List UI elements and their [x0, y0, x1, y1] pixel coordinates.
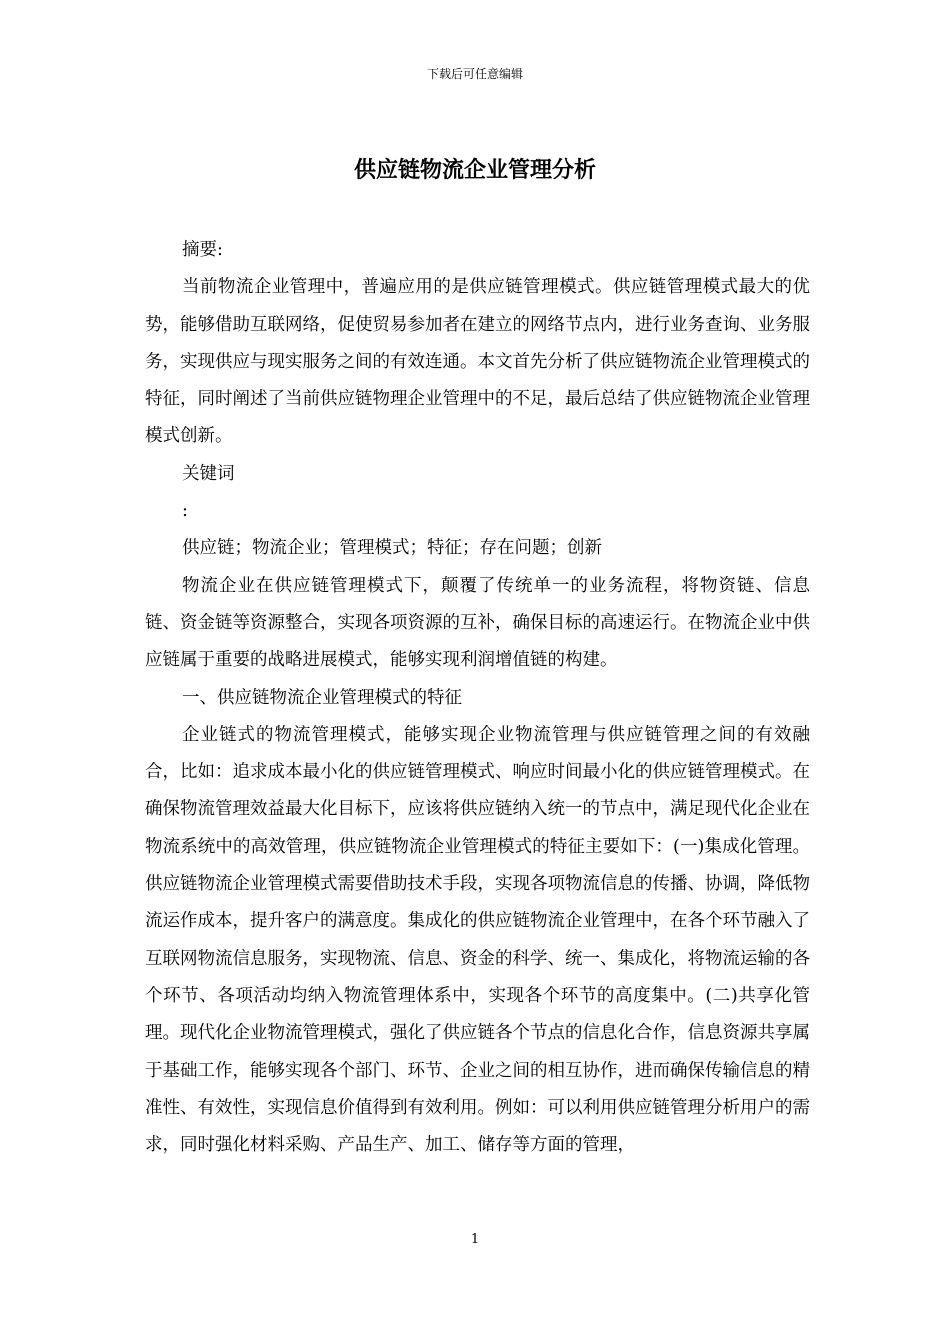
section-paragraph: 企业链式的物流管理模式，能够实现企业物流管理与供应链管理之间的有效融合，比如：追求成本最小化的供应链管理模式、响应时间最小化的供应链管理模式。在确保物流管理效益最大化目标下，应该将供应链纳入统一的节点中，满足现代化企业在物流系统中的高效管理，供应链物流企业管理模式的特征主要如下：(一)集成化管理。供应链物流企业管理模式需要借助技术手段，实现各项物流信息的传播、协调，降低物流运作成本，提升客户的满意度。集成化的供应链物流企业管理中，在各个环节融入了互联网物流信息服务，实现物流、信息、资金的科学、统一、集成化，将物流运输的各个环节、各项活动均纳入物流管理体系中，实现各个环节的高度集中。(二)共享化管理。现代化企业物流管理模式，强化了供应链各个节点的信息化合作，信息资源共享属于基础工作，能够实现各个部门、环节、企业之间的相互协作，进而确保传输信息的精准性、有效性，实现信息价值得到有效利用。例如：可以利用供应链管理分析用户的需求，同时强化材料采购、产品生产、加工、储存等方面的管理，	[145, 724, 810, 1156]
header-note: 下载后可任意编辑	[426, 67, 523, 81]
keywords-list: 供应链；物流企业；管理模式；特征；存在问题；创新	[182, 538, 602, 559]
section-heading: 一、供应链物流企业管理模式的特征	[182, 687, 462, 708]
document-body	[145, 232, 810, 1164]
document-title: 供应链物流企业管理分析	[353, 157, 596, 183]
intro-paragraph: 物流企业在供应链管理模式下，颠覆了传统单一的业务流程，将物资链、信息链、资金链等资源整合，实现各项资源的互补，确保目标的高速运行。在物流企业中供应链属于重要的战略进展模式，能够实现利润增值链的构建。	[145, 575, 810, 671]
page-number: 1	[470, 1232, 480, 1247]
abstract-paragraph: 当前物流企业管理中，普遍应用的是供应链管理模式。供应链管理模式最大的优势，能够借助互联网络，促使贸易参加者在建立的网络节点内，进行业务查询、业务服务，实现供应与现实服务之间的有效连通。本文首先分析了供应链物流企业管理模式的特征，同时阐述了当前供应链物理企业管理中的不足，最后总结了供应链物流企业管理模式创新。	[145, 277, 810, 447]
keywords-label: 关键词	[182, 463, 235, 484]
keywords-colon: :	[182, 501, 188, 522]
abstract-label: 摘要:	[182, 240, 223, 260]
